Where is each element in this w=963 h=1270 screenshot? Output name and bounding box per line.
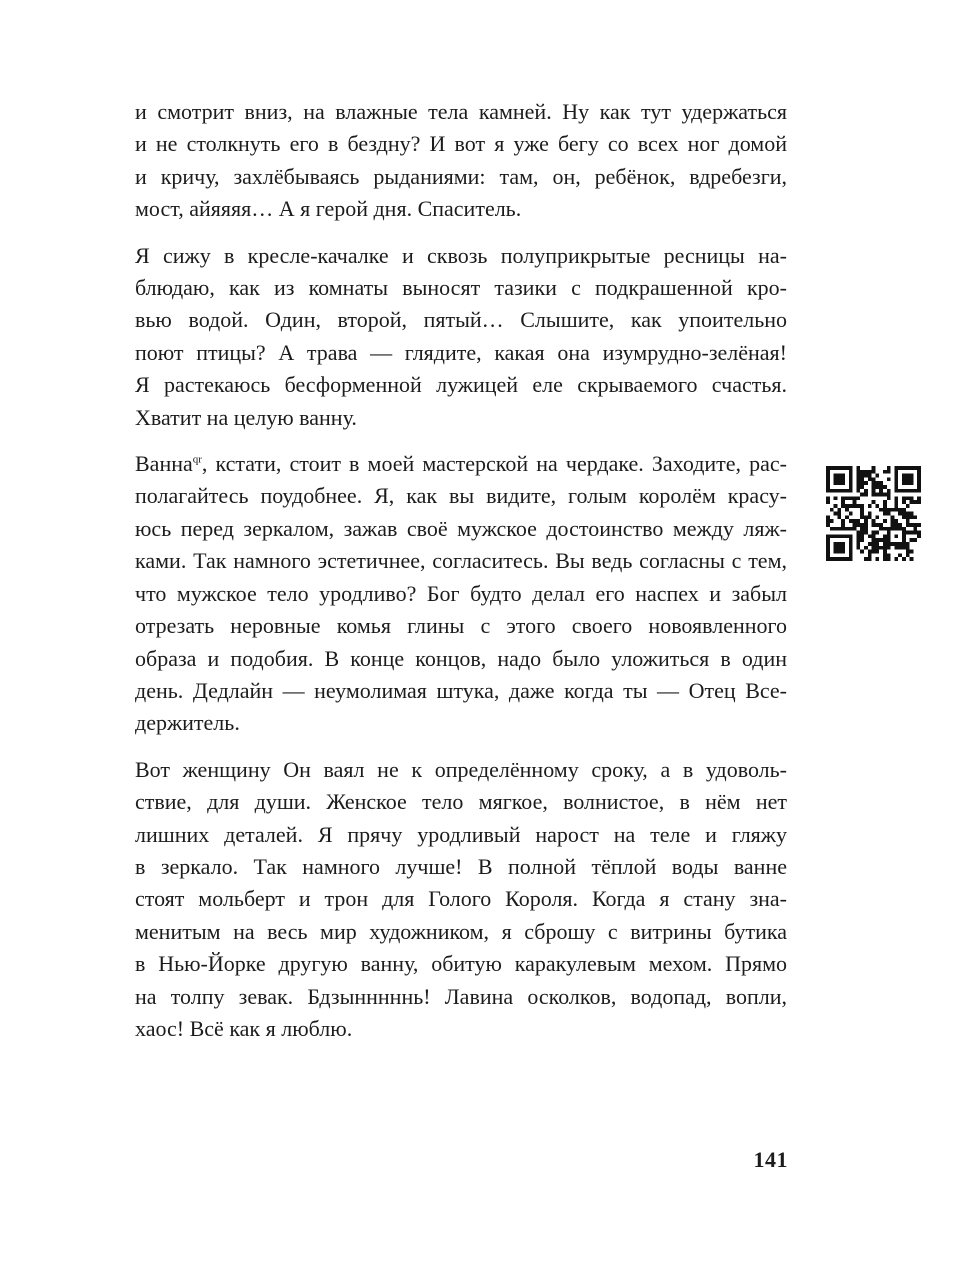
paragraph-2 [135, 240, 787, 434]
text-line: стоят мольберт и трон для Голого Короля. Когда я стану зна- [135, 886, 787, 912]
text-line: держитель. [135, 710, 240, 736]
text-line-first [135, 448, 787, 480]
text-line: полагайтесь поудобнее. Я, как вы видите, голым королём красу- [135, 483, 787, 509]
paragraph-3 [135, 448, 787, 740]
text-line: менитым на весь мир художником, я сброшу с витрины бутика [135, 918, 787, 944]
body-text [135, 96, 787, 1059]
text-line: и не столкнуть его в бездну? И вот я уже бегу со всех ног домой [135, 131, 787, 157]
qr-code[interactable] [826, 466, 921, 561]
text-line: юсь перед зеркалом, зажав своё мужское достоинство между ляж- [135, 515, 787, 541]
page-number: 141 [753, 1147, 788, 1172]
text-line: отрезать неровные комья глины с этого своего новоявленного [135, 613, 787, 639]
text-line: вью водой. Один, второй, пятый… Слышите, как упоительно [135, 307, 787, 333]
text-line: лишних деталей. Я прячу уродливый нарост на теле и гляжу [135, 821, 787, 847]
text-line: день. Дедлайн — неумолимая штука, даже когда ты — Отец Все- [135, 677, 787, 703]
paragraph-4 [135, 754, 787, 1046]
text-line: поют птицы? А трава — глядите, какая она изумрудно-зелёная! [135, 339, 787, 365]
text-line: в зеркало. Так намного лучше! В полной тёплой воды ванне [135, 853, 787, 879]
text-line: Я растекаюсь бесформенной лужицей еле скрываемого счастья. [135, 372, 787, 398]
text-line: блюдаю, как из комнаты выносят тазики с подкрашенной кро- [135, 275, 787, 301]
qr-reference-mark: qr [192, 453, 202, 466]
text-line: ствие, для души. Женское тело мягкое, волнистое, в нём нет [135, 789, 787, 815]
text-line: и смотрит вниз, на влажные тела камней. Ну как тут удержаться [135, 99, 787, 124]
word-vanna: Ванна [135, 451, 193, 477]
text-line: на толпу зевак. Бдзынннннь! Лавина осколков, водопад, вопли, [135, 983, 787, 1009]
paragraph-1 [135, 96, 787, 226]
text-line: хаос! Всё как я люблю. [135, 1015, 353, 1041]
text-line: Хватит на целую ванну. [135, 404, 357, 430]
text-line: ками. Так намного эстетичнее, согласитесь. Вы ведь согласны с тем, [135, 548, 787, 574]
text-line: образа и подобия. В конце концов, надо было уложиться в один [135, 645, 787, 671]
text-line-rest: , кстати, стоит в моей мастерской на чердаке. Заходите, рас- [201, 451, 787, 477]
text-line: что мужское тело уродливо? Бог будто делал его наспех и забыл [135, 580, 787, 606]
text-line: мост, айяяяя… А я герой дня. Спаситель. [135, 196, 522, 222]
text-line: Вот женщину Он ваял не к определённому сроку, а в удоволь- [135, 756, 787, 782]
text-line: и кричу, захлёбываясь рыданиями: там, он, ребёнок, вдребезги, [135, 163, 787, 189]
text-line: в Нью-Йорке другую ванну, обитую каракулевым мехом. Прямо [135, 951, 787, 977]
text-line: Я сижу в кресле-качалке и сквозь полуприкрытые ресницы на- [135, 242, 787, 268]
